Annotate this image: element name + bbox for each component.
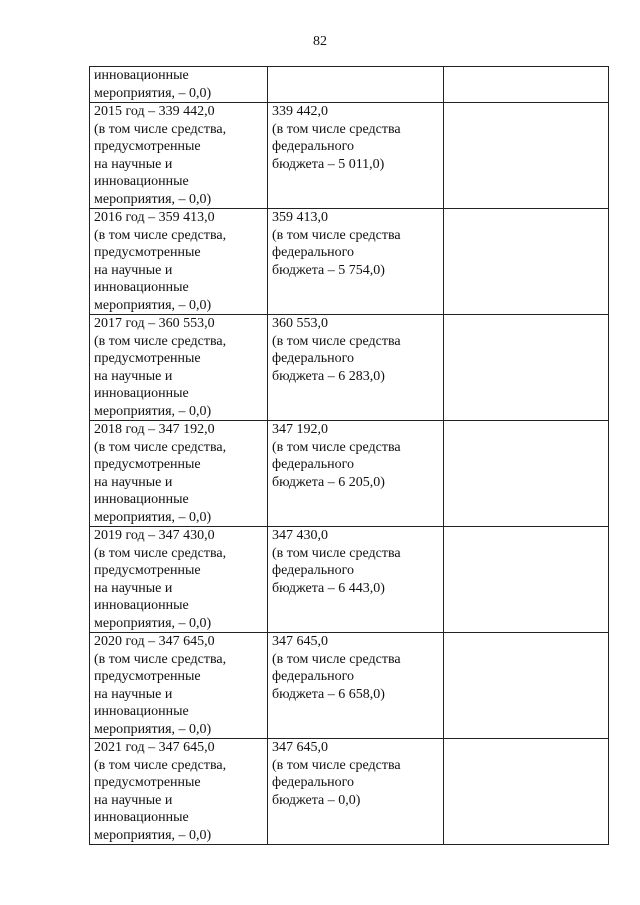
cell-text-line: бюджета – 6 283,0) bbox=[272, 368, 385, 384]
cell-text-line: бюджета – 6 443,0) bbox=[272, 580, 385, 596]
cell-text-line: бюджета – 5 754,0) bbox=[272, 262, 385, 278]
cell-text-line: на научные и bbox=[94, 686, 173, 702]
budget-table bbox=[89, 66, 609, 845]
cell-text-line: федерального bbox=[272, 245, 355, 260]
cell-text-line: 347 430,0 bbox=[272, 528, 328, 543]
cell-text-line: на научные и bbox=[94, 156, 173, 172]
cell-text-line: 2019 год – 347 430,0 bbox=[94, 528, 215, 543]
cell-text-line: предусмотренные bbox=[94, 775, 201, 790]
cell-text-line: инновационные bbox=[94, 598, 189, 613]
cell-text-line: (в том числе средства bbox=[272, 121, 401, 137]
notes-cell bbox=[444, 209, 609, 315]
cell-text-line: мероприятия, – 0,0) bbox=[94, 85, 212, 101]
table-row bbox=[90, 209, 609, 315]
federal-funding-cell bbox=[268, 67, 444, 103]
cell-text-line: на научные и bbox=[94, 262, 173, 278]
cell-text-line: предусмотренные bbox=[94, 457, 201, 472]
cell-text-line: 2018 год – 347 192,0 bbox=[94, 422, 215, 437]
federal-funding-cell bbox=[268, 527, 444, 633]
notes-cell bbox=[444, 633, 609, 739]
cell-text-line: (в том числе средства bbox=[272, 227, 401, 243]
table-row bbox=[90, 739, 609, 845]
federal-funding-cell bbox=[268, 421, 444, 527]
cell-text-line: (в том числе средства, bbox=[94, 121, 227, 137]
cell-text-line: инновационные bbox=[94, 492, 189, 507]
table-row bbox=[90, 633, 609, 739]
cell-text-line: инновационные bbox=[94, 280, 189, 295]
federal-funding-cell bbox=[268, 739, 444, 845]
cell-text-line: 2017 год – 360 553,0 bbox=[94, 316, 215, 331]
cell-text-line: (в том числе средства, bbox=[94, 545, 227, 561]
notes-cell bbox=[444, 103, 609, 209]
notes-cell bbox=[444, 315, 609, 421]
notes-cell bbox=[444, 739, 609, 845]
cell-text-line: (в том числе средства bbox=[272, 439, 401, 455]
notes-cell bbox=[444, 67, 609, 103]
cell-text-line: 359 413,0 bbox=[272, 210, 328, 225]
cell-text-line: предусмотренные bbox=[94, 563, 201, 578]
budget-table-body bbox=[90, 67, 609, 845]
cell-text-line: 360 553,0 bbox=[272, 316, 328, 331]
total-funding-cell bbox=[90, 209, 268, 315]
cell-text-line: на научные и bbox=[94, 368, 173, 384]
cell-text-line: 347 645,0 bbox=[272, 740, 328, 755]
cell-text-line: инновационные bbox=[94, 810, 189, 825]
federal-funding-cell bbox=[268, 633, 444, 739]
cell-text-line: 2015 год – 339 442,0 bbox=[94, 104, 215, 119]
cell-text-line: мероприятия, – 0,0) bbox=[94, 191, 212, 207]
cell-text-line: федерального bbox=[272, 669, 355, 684]
cell-text-line: 2016 год – 359 413,0 bbox=[94, 210, 215, 225]
federal-funding-cell bbox=[268, 103, 444, 209]
total-funding-cell bbox=[90, 67, 268, 103]
cell-text-line: 347 192,0 bbox=[272, 422, 328, 437]
cell-text-line: бюджета – 0,0) bbox=[272, 792, 361, 808]
notes-cell bbox=[444, 527, 609, 633]
cell-text-line: на научные и bbox=[94, 580, 173, 596]
cell-text-line: (в том числе средства, bbox=[94, 757, 227, 773]
total-funding-cell bbox=[90, 315, 268, 421]
cell-text-line: на научные и bbox=[94, 792, 173, 808]
cell-text-line: (в том числе средства bbox=[272, 651, 401, 667]
table-row bbox=[90, 315, 609, 421]
cell-text-line: 339 442,0 bbox=[272, 104, 328, 119]
federal-funding-cell bbox=[268, 315, 444, 421]
table-row-continuation bbox=[90, 67, 609, 103]
table-row bbox=[90, 421, 609, 527]
cell-text-line: предусмотренные bbox=[94, 351, 201, 366]
cell-text-line: (в том числе средства, bbox=[94, 651, 227, 667]
table-row bbox=[90, 527, 609, 633]
cell-text-line: мероприятия, – 0,0) bbox=[94, 721, 212, 737]
cell-text-line: мероприятия, – 0,0) bbox=[94, 403, 212, 419]
cell-text-line: инновационные bbox=[94, 704, 189, 719]
cell-text-line: (в том числе средства, bbox=[94, 227, 227, 243]
cell-text-line: мероприятия, – 0,0) bbox=[94, 509, 212, 525]
total-funding-cell bbox=[90, 739, 268, 845]
cell-text-line: (в том числе средства bbox=[272, 333, 401, 349]
cell-text-line: федерального bbox=[272, 457, 355, 472]
cell-text-line: 2020 год – 347 645,0 bbox=[94, 634, 215, 649]
cell-text-line: бюджета – 5 011,0) bbox=[272, 156, 385, 172]
cell-text-line: (в том числе средства, bbox=[94, 333, 227, 349]
cell-text-line: мероприятия, – 0,0) bbox=[94, 297, 212, 313]
cell-text-line: 2021 год – 347 645,0 bbox=[94, 740, 215, 755]
total-funding-cell bbox=[90, 633, 268, 739]
notes-cell bbox=[444, 421, 609, 527]
total-funding-cell bbox=[90, 103, 268, 209]
cell-text-line: предусмотренные bbox=[94, 245, 201, 260]
total-funding-cell bbox=[90, 421, 268, 527]
cell-text-line: предусмотренные bbox=[94, 669, 201, 684]
cell-text-line: инновационные bbox=[94, 386, 189, 401]
cell-text-line: на научные и bbox=[94, 474, 173, 490]
federal-funding-cell bbox=[268, 209, 444, 315]
cell-text-line: мероприятия, – 0,0) bbox=[94, 615, 212, 631]
cell-text-line: инновационные bbox=[94, 174, 189, 189]
cell-text-line: инновационные bbox=[94, 68, 189, 83]
cell-text-line: бюджета – 6 205,0) bbox=[272, 474, 385, 490]
cell-text-line: (в том числе средства bbox=[272, 545, 401, 561]
cell-text-line: федерального bbox=[272, 351, 355, 366]
cell-text-line: федерального bbox=[272, 775, 355, 790]
cell-text-line: (в том числе средства bbox=[272, 757, 401, 773]
cell-text-line: мероприятия, – 0,0) bbox=[94, 827, 212, 843]
cell-text-line: предусмотренные bbox=[94, 139, 201, 154]
cell-text-line: (в том числе средства, bbox=[94, 439, 227, 455]
cell-text-line: федерального bbox=[272, 139, 355, 154]
total-funding-cell bbox=[90, 527, 268, 633]
table-row bbox=[90, 103, 609, 209]
page-number: 82 bbox=[313, 34, 327, 49]
cell-text-line: 347 645,0 bbox=[272, 634, 328, 649]
cell-text-line: федерального bbox=[272, 563, 355, 578]
cell-text-line: бюджета – 6 658,0) bbox=[272, 686, 385, 702]
